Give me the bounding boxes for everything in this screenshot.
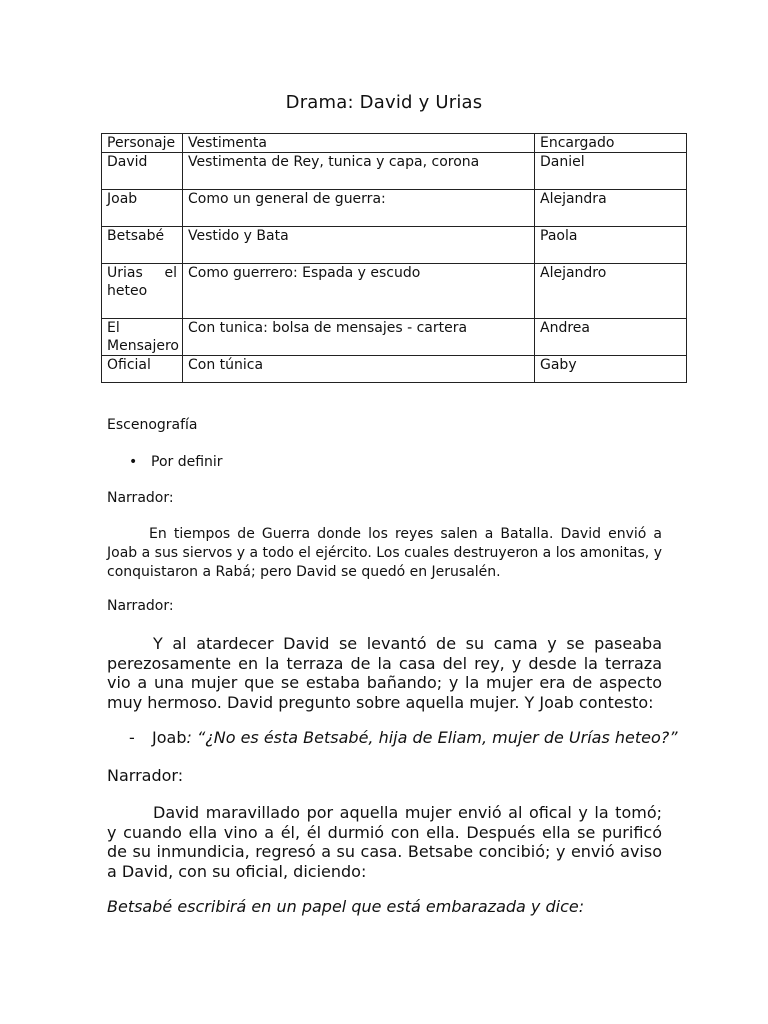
header-vestimenta: Vestimenta: [183, 134, 535, 153]
cell-personaje: Joab: [102, 190, 183, 227]
cell-encargado: Gaby: [535, 356, 687, 383]
table-row: [102, 227, 687, 264]
cell-vestimenta: Con túnica: [183, 356, 535, 383]
dialogue-line: [129, 728, 678, 747]
cell-encargado: Daniel: [535, 153, 687, 190]
document-title: Drama: David y Urias: [285, 92, 483, 113]
cast-table: [101, 133, 687, 383]
paragraph: En tiempos de Guerra donde los reyes salen a Batalla. David envió a Joab a sus siervos y a todo el ejército. Los cuales destruyeron a los amonitas, y conquistaron a Rabá; pero David se quedó en Jerusalén.: [107, 526, 662, 580]
table-row: [102, 153, 687, 190]
cell-personaje: El Mensajero: [102, 319, 183, 356]
header-personaje: Personaje: [102, 134, 183, 153]
table-row: [102, 190, 687, 227]
cell-vestimenta: Con tunica: bolsa de mensajes - cartera: [183, 319, 535, 356]
stage-direction: Betsabé escribirá en un papel que está embarazada y dice:: [107, 897, 585, 916]
cell-personaje: Betsabé: [102, 227, 183, 264]
cell-personaje: Urias el heteo: [102, 264, 183, 319]
paragraph: David maravillado por aquella mujer envió al ofical y la tomó; y cuando ella vino a él, él durmió con ella. Después ella se purificó de su inmundicia, regresó a su casa. Betsabe concibió; y envió aviso a David, con su oficial, diciendo:: [107, 803, 662, 881]
table-header-row: [102, 134, 687, 153]
cell-vestimenta: Vestido y Bata: [183, 227, 535, 264]
cell-encargado: Alejandro: [535, 264, 687, 319]
narrador-label: Narrador:: [107, 766, 184, 785]
quote-text: : “¿No es ésta Betsabé, hija de Eliam, mujer de Urías heteo?”: [186, 728, 678, 747]
cell-vestimenta: Vestimenta de Rey, tunica y capa, corona: [183, 153, 535, 190]
narrador-label: Narrador:: [107, 598, 174, 614]
cell-personaje: David: [102, 153, 183, 190]
cell-vestimenta: Como guerrero: Espada y escudo: [183, 264, 535, 319]
table-row: [102, 264, 687, 319]
dash-mark: -: [129, 728, 135, 747]
quote-speaker: Joab: [152, 728, 187, 747]
cell-encargado: Alejandra: [535, 190, 687, 227]
bullet-mark: •: [129, 454, 138, 470]
cell-encargado: Paola: [535, 227, 687, 264]
cell-encargado: Andrea: [535, 319, 687, 356]
cell-personaje: Oficial: [102, 356, 183, 383]
cell-vestimenta: Como un general de guerra:: [183, 190, 535, 227]
narrador-label: Narrador:: [107, 490, 174, 506]
table-row: [102, 356, 687, 383]
escenografia-heading: Escenografía: [107, 417, 198, 433]
paragraph: Y al atardecer David se levantó de su cama y se paseaba perezosamente en la terraza de la casa del rey, y desde la terraza vio a una mujer que se estaba bañando; y la mujer era de aspecto muy hermoso. David pregunto sobre aquella mujer. Y Joab contesto:: [107, 634, 662, 712]
bullet-list-item: [129, 454, 223, 470]
bullet-text: Por definir: [151, 454, 223, 470]
table-row: [102, 319, 687, 356]
header-encargado: Encargado: [535, 134, 687, 153]
